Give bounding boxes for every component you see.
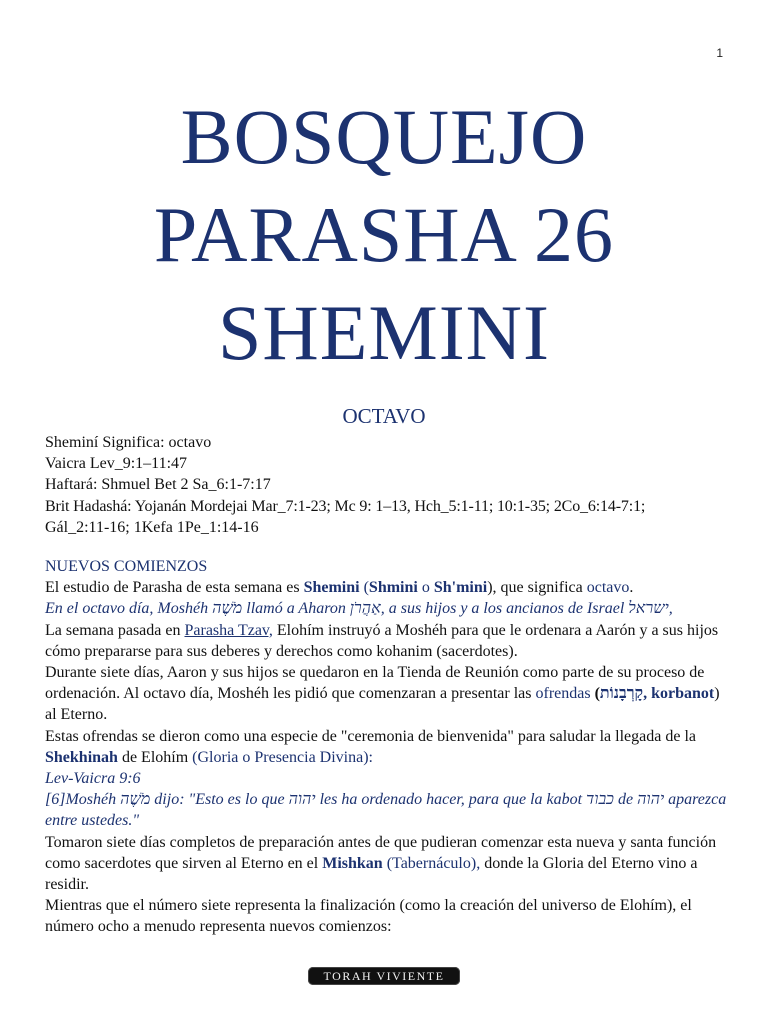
meta-line: Sheminí Significa: octavo (45, 434, 212, 451)
scripture-reference: Lev-Vaicra 9:6 (45, 770, 141, 788)
term-gloria: (Gloria o Presencia Divina): (192, 748, 373, 766)
paragraph (45, 726, 728, 768)
text-run: les ha ordenado hacer, para que la kabot (315, 791, 587, 809)
meta-line: Brit Hadashá: Yojanán Mordejai Mar_7:1-23; Mc 9: 1–13, Hch_5:1-11; 10:1-35; 2Co_6:14-7:1; (45, 497, 646, 515)
reading-references (45, 432, 728, 538)
section-heading: NUEVOS COMIENZOS (45, 558, 208, 575)
text-run: de Elohím (117, 748, 193, 766)
term-octavo: octavo (586, 579, 630, 597)
text-run: Durante siete días, Aaron y sus hijos se quedaron en la Tienda de Reunión como parte de su proceso de ordenación. Al octavo día, Moshéh les pidió que comenzaran a presentar las (45, 664, 705, 703)
text-run: o (417, 579, 434, 597)
parasha-tzav-link[interactable]: Parasha Tzav, (184, 621, 273, 639)
text-run: de (613, 791, 638, 809)
term-shemini: Shemini (303, 579, 360, 597)
paragraph (45, 577, 728, 598)
term-shmini-alt: Sh'mini (433, 579, 488, 597)
text-run: aparezca entre ustedes." (45, 791, 727, 830)
hebrew-name: יהוה (637, 791, 665, 809)
text-run: ( (590, 685, 600, 703)
term-korbanot: קָרְבָנוֹת, korbanot (599, 685, 715, 703)
hebrew-name: יהוה (288, 791, 316, 809)
scripture-quote (45, 789, 728, 831)
torah-viviente-logo: TORAH VIVIENTE (308, 967, 461, 985)
text-run: [6]Moshéh מֹשֶׁה dijo: "Esto es lo que (45, 791, 289, 809)
text-run: Estas ofrendas se dieron como una especie de "ceremonia de bienvenida" para saludar la llegada de la (45, 727, 696, 745)
term-shekhinah: Shekhinah (45, 748, 118, 766)
text-run: . (629, 579, 634, 597)
text-run: Tomaron siete días completos de preparación antes de que pudieran comenzar esta nueva y santa función como sacerdotes que sirven al Eterno en el (45, 833, 717, 872)
page-number: 1 (716, 46, 723, 60)
title-line-1: BOSQUEJO (180, 93, 588, 180)
text-run: La semana pasada en (45, 621, 185, 639)
term-shmini: Shmini (368, 579, 418, 597)
term-tabernaculo: (Tabernáculo), (382, 854, 481, 872)
meta-line: Haftará: Shmuel Bet 2 Sa_6:1-7:17 (45, 476, 271, 494)
meta-line: Vaicra Lev_9:1–11:47 (45, 455, 188, 473)
text-run: El estudio de Parasha de esta semana es (45, 579, 304, 597)
hebrew-word: כבוד (586, 791, 614, 809)
meta-line: Gál_2:11-16; 1Kefa 1Pe_1:14-16 (45, 518, 259, 536)
paragraph: Mientras que el número siete representa la finalización (como la creación del universo de Elohím), el número ocho a menudo representa nuevos comienzos: (45, 897, 692, 936)
document-body (45, 556, 728, 938)
document-title (0, 88, 768, 382)
text-run: ), que significa (487, 579, 587, 597)
title-line-2: PARASHA 26 (153, 191, 615, 278)
term-ofrendas: ofrendas (535, 685, 591, 703)
paragraph (45, 662, 728, 726)
term-mishkan: Mishkan (322, 854, 383, 872)
footer (0, 967, 768, 985)
text-run: Elohím instruyó a Moshéh para que le ordenara a Aarón y a sus hijos cómo prepararse para sus deberes y derechos como kohanim (sacerdotes). (45, 621, 719, 660)
text-run: ) al Eterno. (45, 685, 720, 724)
scripture-quote: En el octavo día, Moshéh מֹשֶׁה llamó a Aharon אַהֲרֹן, a sus hijos y a los ancianos de Israel ישראל, (45, 600, 673, 618)
paragraph (45, 620, 728, 662)
title-line-3: SHEMINI (218, 289, 550, 376)
text-run: donde la Gloria del Eterno vino a residir. (45, 854, 698, 894)
document-subtitle: OCTAVO (342, 404, 426, 428)
text-run: ( (359, 579, 369, 597)
paragraph (45, 832, 728, 896)
